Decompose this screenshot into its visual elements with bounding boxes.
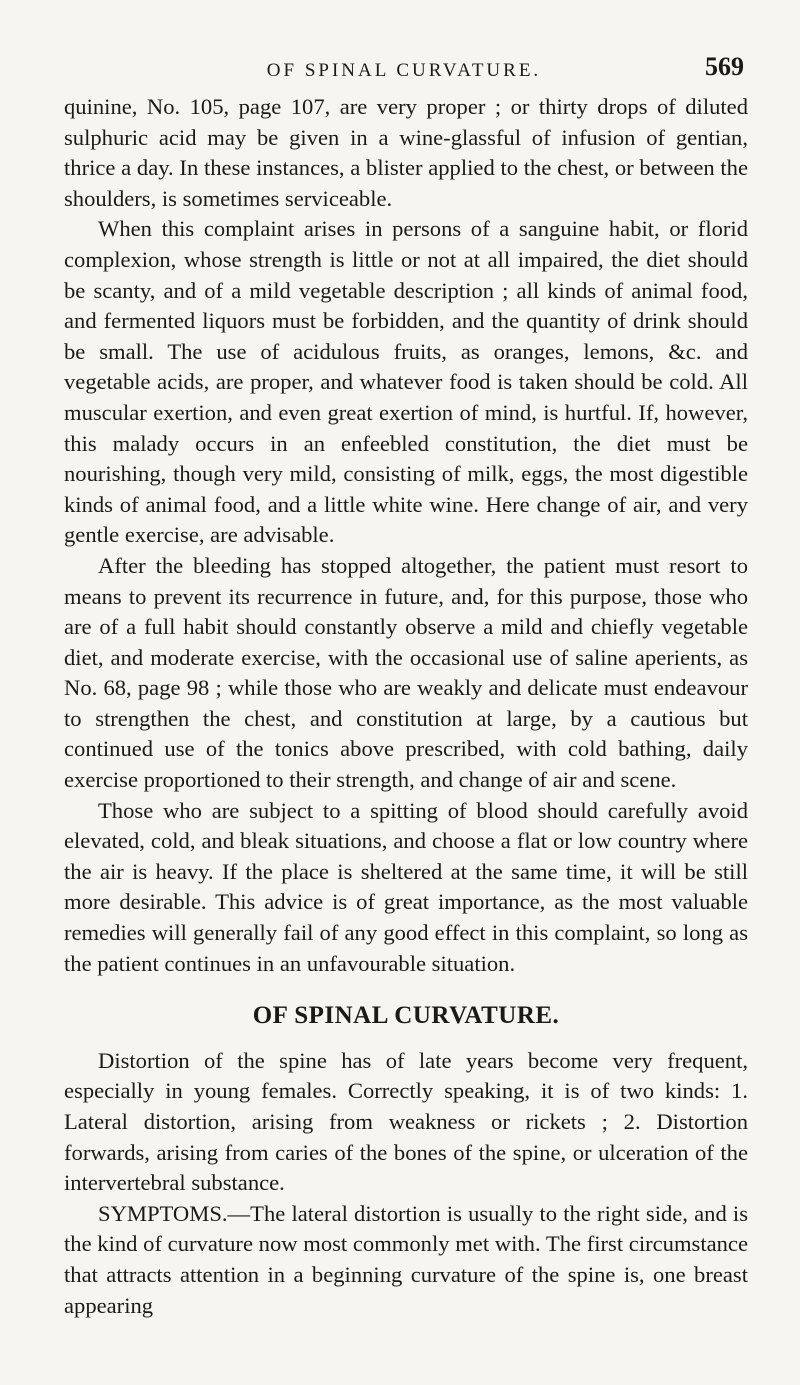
paragraph-distortion: Distortion of the spine has of late years become very frequent, especially in young females. Correctly speaking, it is of two kinds: 1. Lateral distortion, arising from weakness or rickets ; 2. Distortion forwards, arising from caries of the bones of the spine, or ulceration of the intervertebral substance.: [64, 1047, 748, 1196]
paragraph-situation: Those who are subject to a spitting of blood should carefully avoid elevated, cold, and bleak situations, and choose a flat or low country where the air is heavy. If the place is sheltered at the same time, it will be still more desirable. This advice is of great importance, as the most valuable remedies will generally fail of any good effect in this complaint, so long as the patient continues in an unfavourable situation.: [64, 797, 748, 976]
paragraph-diet: When this complaint arises in persons of a sanguine habit, or florid complexion, whose strength is little or not at all impaired, the diet should be scanty, and of a mild vegetable description ; all kinds of animal food, and fermented liquors must be forbidden, and the quantity of drink should be small. The use of acidulous fruits, as oranges, lemons, &c. and vegetable acids, are proper, and whatever food is taken should be cold. All muscular exertion, and even great exertion of mind, is hurtful. If, however, this malady occurs in an enfeebled constitution, the diet must be nourishing, though very mild, consisting of milk, eggs, the most digestible kinds of animal food, and a little white wine. Here change of air, and very gentle exercise, are advisable.: [64, 216, 748, 548]
page-number: 569: [705, 52, 744, 81]
body-text: [64, 92, 748, 1321]
paragraph-prevention: After the bleeding has stopped altogether, the patient must resort to means to prevent its recurrence in future, and, for this purpose, those who are of a full habit should constantly observe a mild and chiefly vegetable diet, and moderate exercise, with the occasional use of saline aperients, as No. 68, page 98 ; while those who are weakly and delicate must endeavour to strengthen the chest, and constitution at large, by a cautious but continued use of the tonics above prescribed, with cold bathing, daily exercise proportioned to their strength, and change of air and scene.: [64, 552, 748, 793]
section-heading: OF SPINAL CURVATURE.: [252, 1002, 560, 1030]
running-head: [64, 52, 744, 86]
paragraph-continuation: quinine, No. 105, page 107, are very proper ; or thirty drops of diluted sulphuric acid may be given in a wine-glassful of infusion of gentian, thrice a day. In these instances, a blister applied to the chest, or between the shoulders, is sometimes serviceable.: [64, 94, 748, 211]
paragraph-symptoms: SYMPTOMS.—The lateral distortion is usually to the right side, and is the kind of curvature now most commonly met with. The first circumstance that attracts attention in a beginning curvature of the spine is, one breast appearing: [64, 1200, 748, 1318]
running-title: OF SPINAL CURVATURE.: [266, 60, 542, 81]
